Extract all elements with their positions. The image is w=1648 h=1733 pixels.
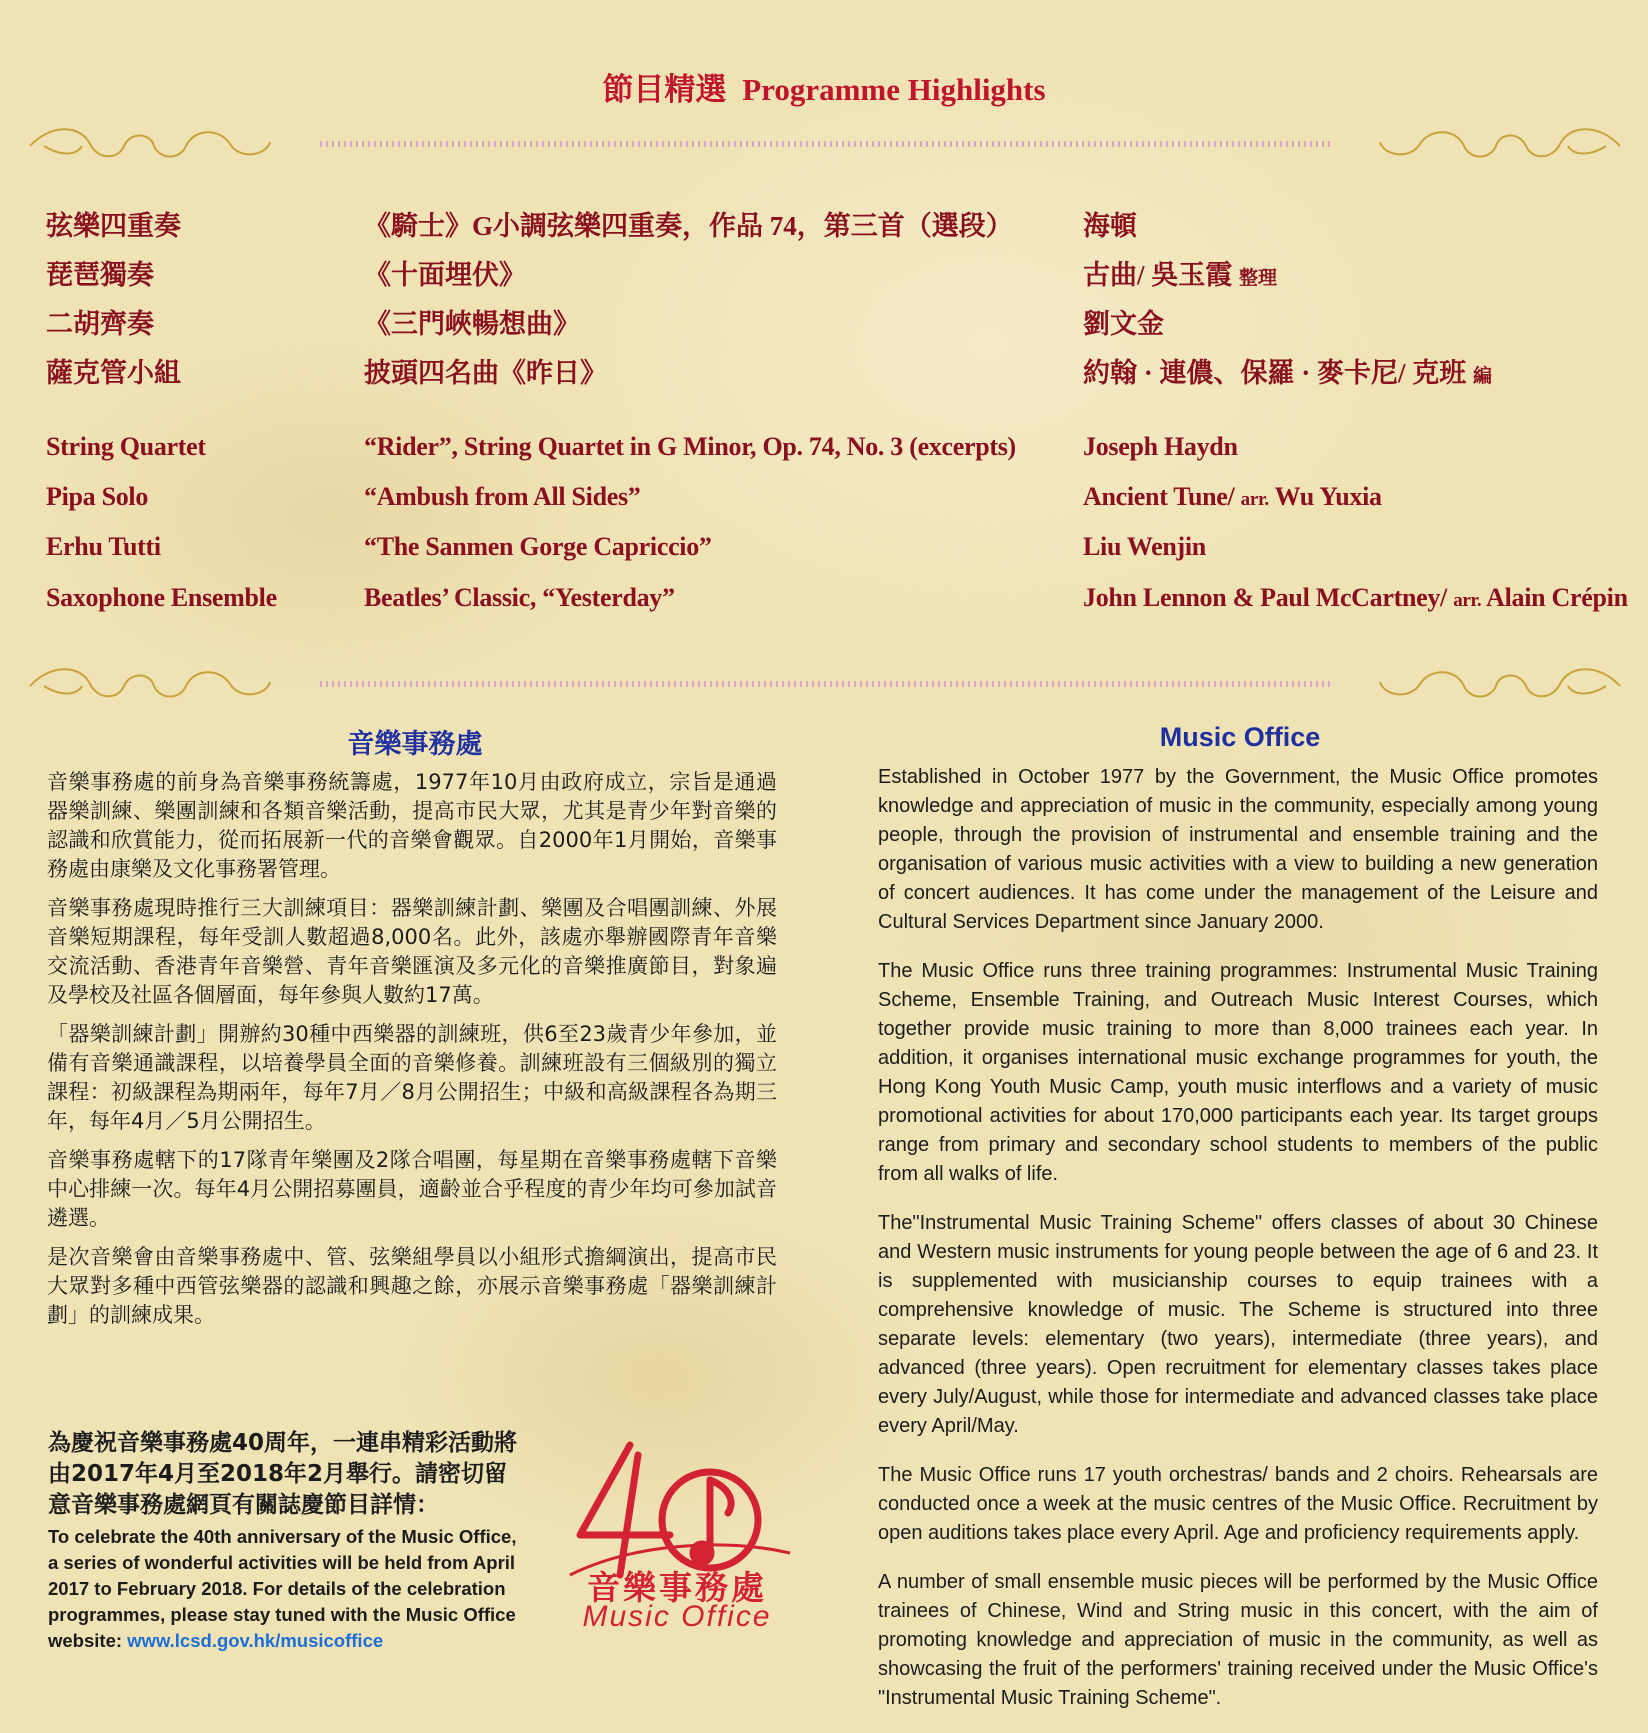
logo-label-en: Music Office: [582, 1600, 772, 1633]
music-office-heading-zh: 音樂事務處: [347, 729, 483, 759]
programme-en-row: [0, 532, 1648, 578]
music-office-body-zh: [47, 768, 777, 1340]
programme-zh-row: [0, 204, 1648, 250]
programme-composer: Ancient Tune/ arr. Wu Yuxia: [1083, 482, 1382, 511]
programme-type: String Quartet: [46, 432, 206, 461]
music-office-body-en: [878, 763, 1598, 1733]
paragraph: Established in October 1977 by the Government, the Music Office promotes knowledge and appreciation of music in the community, especially among young people, through the provision of instrumental and ensemble training and the organisation of various music activities with a view to building a new generation of concert audiences. It has come under the management of the Leisure and Cultural Services Department since January 2000.: [878, 766, 1598, 933]
paragraph: 音樂事務處轄下的17隊青年樂團及2隊合唱團，每星期在音樂事務處轄下音樂中心排練一次。每年4月公開招募團員，適齡並合乎程度的青少年均可參加試音遴選。: [47, 1148, 777, 1230]
music-office-website-link[interactable]: www.lcsd.gov.hk/musicoffice: [127, 1630, 384, 1651]
programme-work: 《三門峽暢想曲》: [364, 309, 580, 339]
programme-work: “Rider”, String Quartet in G Minor, Op. 74, No. 3 (excerpts): [364, 432, 1016, 461]
programme-type: 琵琶獨奏: [46, 260, 154, 290]
logo-number: 40: [560, 1412, 576, 1429]
title-zh: 節目精選: [602, 72, 727, 107]
programme-work: “The Sanmen Gorge Capriccio”: [364, 532, 712, 561]
programme-en-row: [0, 432, 1648, 478]
programme-work: “Ambush from All Sides”: [364, 482, 641, 511]
programme-composer: 劉文金: [1083, 309, 1164, 339]
music-office-heading-en: Music Office: [1159, 722, 1321, 752]
paragraph: The Music Office runs three training programmes: Instrumental Music Training Scheme, Ensemble Training, and Outreach Music Interest Courses, which together provide music training to more than 8,000 trainees each year. In addition, it organises international music exchange programmes for youth, the Hong Kong Youth Music Camp, youth music interflows and a variety of music promotional activities for about 170,000 participants each year. Its target groups range from primary and secondary school students to members of the public from all walks of life.: [878, 960, 1598, 1185]
programme-zh-row: [0, 302, 1648, 348]
programme-composer: 海頓: [1083, 211, 1137, 241]
anniversary-text: To celebrate the 40th anniversary of the Music Office, a series of wonderful activities will be held from April 2017 to February 2018. For details of the celebration programmes, please stay tuned with the Music Office website:: [48, 1526, 517, 1651]
paragraph: The"Instrumental Music Training Scheme" offers classes of about 30 Chinese and Western music instruments for young people between the age of 6 and 23. It is supplemented with musicianship courses to equip trainees with a comprehensive knowledge of music. The Scheme is structured into three separate levels: elementary (two years), intermediate (three years), and advanced (three years). Open recruitment for elementary classes takes place every July/August, while those for intermediate and advanced classes take place every April/May.: [878, 1212, 1598, 1437]
paragraph: 「器樂訓練計劃」開辦約30種中西樂器的訓練班，供6至23歲青少年參加，並備有音樂通識課程，以培養學員全面的音樂修養。訓練班設有三個級別的獨立課程：初級課程為期兩年，每年7月／8月公開招生；中級和高級課程各為期三年，每年4月／5月公開招生。: [47, 1022, 777, 1133]
programme-type: Saxophone Ensemble: [46, 583, 277, 612]
page-title: [0, 64, 1648, 109]
ornamental-divider-top: [20, 116, 1630, 170]
programme-type: 薩克管小組: [46, 358, 181, 388]
programme-type: Erhu Tutti: [46, 532, 161, 561]
anniversary-notice-en: [48, 1524, 528, 1654]
title-en: Programme Highlights: [742, 72, 1046, 107]
programme-work: 披頭四名曲《昨日》: [364, 358, 607, 388]
programme-composer: 約翰 · 連儂、保羅 · 麥卡尼/ 克班 編: [1083, 358, 1493, 388]
programme-type: 弦樂四重奏: [46, 211, 181, 241]
programme-zh-row: [0, 253, 1648, 299]
programme-work: Beatles’ Classic, “Yesterday”: [364, 583, 675, 612]
anniversary-notice-zh: 為慶祝音樂事務處40周年，一連串精彩活動將由2017年4月至2018年2月舉行。請密切留意音樂事務處網頁有關誌慶節目詳情：: [48, 1430, 518, 1518]
logo-label-zh: 音樂事務處: [587, 1568, 767, 1607]
programme-work: 《十面埋伏》: [364, 260, 526, 290]
programme-composer: Liu Wenjin: [1083, 532, 1206, 561]
paragraph: The Music Office runs 17 youth orchestras/ bands and 2 choirs. Rehearsals are conducted once a week at the music centres of the Music Office. Recruitment by open auditions takes place every April. Age and proficiency requirements apply.: [878, 1464, 1598, 1544]
paragraph: 是次音樂會由音樂事務處中、管、弦樂組學員以小組形式擔綱演出，提高市民大眾對多種中西管弦樂器的認識和興趣之餘，亦展示音樂事務處「器樂訓練計劃」的訓練成果。: [47, 1245, 777, 1327]
programme-work: 《騎士》G小調弦樂四重奏，作品 74，第三首（選段）: [364, 211, 1013, 241]
paragraph: 音樂事務處的前身為音樂事務統籌處，1977年10月由政府成立，宗旨是通過器樂訓練、樂團訓練和各類音樂活動，提高市民大眾，尤其是青少年對音樂的認識和欣賞能力，從而拓展新一代的音樂會觀眾。自2000年1月開始，音樂事務處由康樂及文化事務署管理。: [47, 770, 777, 881]
programme-composer: John Lennon & Paul McCartney/ arr. Alain Crépin: [1083, 583, 1628, 612]
programme-zh-row: [0, 351, 1648, 397]
programme-en-row: [0, 583, 1648, 629]
paragraph: 音樂事務處現時推行三大訓練項目：器樂訓練計劃、樂團及合唱團訓練、外展音樂短期課程，每年受訓人數超過8,000名。此外，該處亦舉辦國際青年音樂交流活動、香港青年音樂營、青年音樂匯演及多元化的音樂推廣節目，對象遍及學校及社區各個層面，每年參與人數約17萬。: [47, 896, 777, 1007]
programme-type: 二胡齊奏: [46, 309, 154, 339]
programme-type: Pipa Solo: [46, 482, 149, 511]
programme-en-row: [0, 482, 1648, 528]
programme-composer: 古曲/ 吳玉霞 整理: [1083, 260, 1278, 290]
programme-composer: Joseph Haydn: [1083, 432, 1238, 461]
paragraph: A number of small ensemble music pieces will be performed by the Music Office trainees of Chinese, Wind and String music in this concert, with the aim of promoting knowledge and appreciation of music in the community, as well as showcasing the fruit of the performers' training received under the Music Office's "Instrumental Music Training Scheme".: [878, 1571, 1598, 1709]
ornamental-divider-middle: [20, 656, 1630, 710]
